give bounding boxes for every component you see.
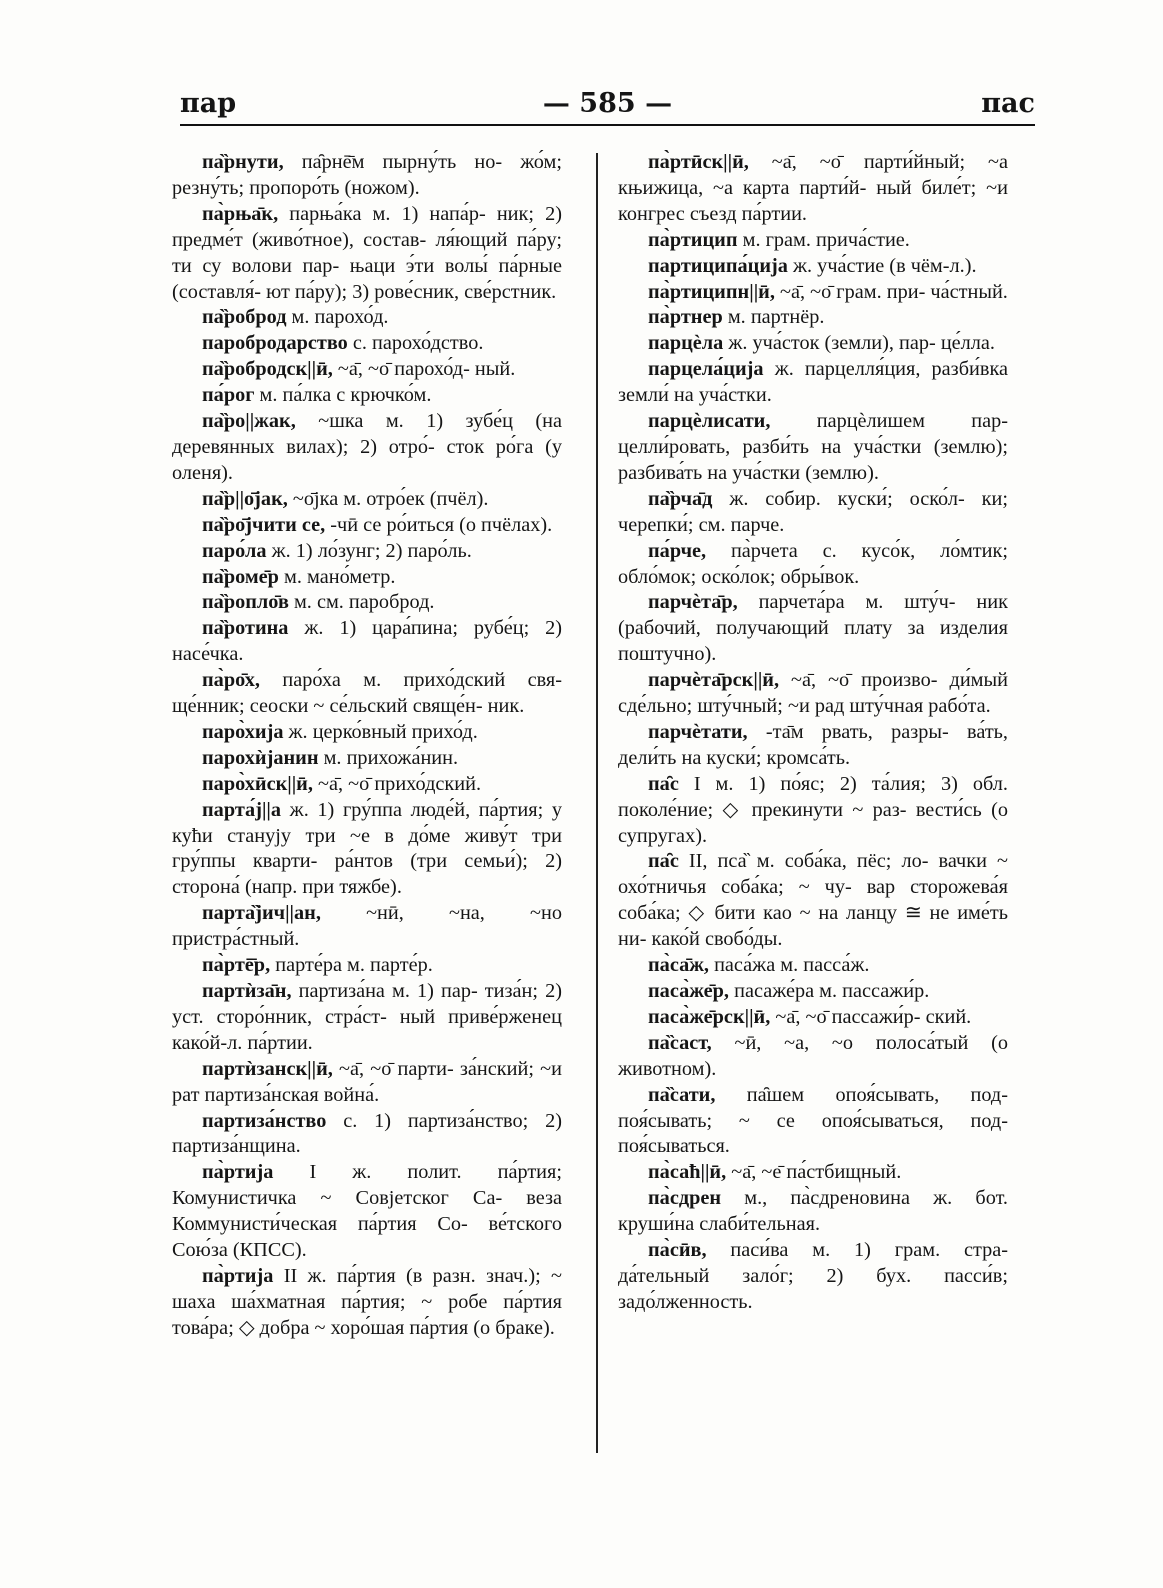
dictionary-entry	[618, 280, 1008, 306]
left-column	[172, 150, 562, 1342]
entry-definition: ~а̄, ~о̄ парти- за́нский; ~и рат партиза́нская война́.	[172, 1057, 562, 1106]
dictionary-entry	[618, 487, 1008, 539]
entry-headword: партѝза̄н,	[202, 980, 292, 1002]
dictionary-entry	[172, 1109, 562, 1161]
dictionary-entry	[618, 849, 1008, 953]
entry-headword: парцѐла	[648, 332, 724, 355]
entry-definition: партиза́на м. 1) пар- тиза́н; 2) уст. сторо́нник, стра́ст- ный приве́рженец како́й-л. па́ртии.	[172, 980, 562, 1054]
entry-definition: ж. собир. куски́; оско́л- ки; черепки́; см. парче.	[618, 487, 1008, 536]
dictionary-entry	[172, 668, 562, 720]
entry-headword: па́рче,	[648, 539, 707, 562]
entry-definition: м. грам. прича́стие.	[737, 228, 910, 251]
entry-definition: ~а̄, ~о̄ грам. при- ча́стный.	[774, 280, 1008, 303]
entry-definition: ж. 1) ло́зунг; 2) паро́ль.	[266, 539, 472, 562]
entry-headword: па̀ртија	[202, 1264, 274, 1287]
entry-definition: парња́ка м. 1) напа́р- ник; 2) предме́т (живо́тное), состав- ля́ющий па́ру; ти су волови пар- њаци э́ти волы́ па́рные (составля́- ют па́ру); 3) рове́сник, све́рстник.	[172, 202, 562, 303]
entry-definition: м. партнёр.	[722, 306, 825, 329]
entry-headword: па̏ропло̄в	[202, 591, 289, 614]
entry-headword: парчѐтати,	[648, 720, 748, 743]
entry-headword: па̏ро||жак,	[202, 410, 296, 433]
entry-definition: II ж. па́ртия (в разн. знач.); ~ шаха ша́хматная па́ртия; ~ робе па́ртия това́ра; ◇ добра ~ хоро́шая па́ртия (о браке).	[172, 1264, 562, 1339]
dictionary-entry	[618, 720, 1008, 772]
dictionary-entry	[172, 150, 562, 202]
dictionary-entry	[172, 539, 562, 565]
entry-headword: па́рог	[202, 384, 255, 407]
entry-definition: ~а̄, ~о̄ произво- ди́мый сде́льно; шту́чный; ~и рад шту́чная рабо́та.	[618, 669, 1008, 718]
entry-headword: парчѐта̄рск||ӣ,	[648, 669, 780, 692]
entry-headword: па̀сӣв,	[648, 1239, 707, 1262]
entry-headword: па̏ротина	[202, 617, 289, 640]
entry-definition: ~а̄, ~о̄ парохо́д- ный.	[332, 358, 516, 381]
entry-headword: па̏р||о̄јак,	[202, 487, 288, 510]
entry-definition: ~а̄, ~о̄ парти́йный; ~а књижица, ~а карта парти́й- ный биле́т; ~и конгрес съезд па́ртии.	[618, 151, 1008, 225]
dictionary-entry	[172, 305, 562, 331]
entry-headword: паса̀же̄рск||ӣ,	[648, 1005, 771, 1028]
dictionary-entry	[618, 305, 1008, 331]
entry-definition: ж. 1) цара́пина; рубе́ц; 2) насе́чка.	[172, 617, 562, 666]
entry-headword: па̀сдрен	[648, 1187, 722, 1210]
entry-headword: паса̀же̄р,	[648, 980, 730, 1002]
dictionary-entry	[172, 798, 562, 902]
entry-headword: па̏рча̄д	[648, 487, 713, 510]
entry-definition: па̀рчета с. кусо́к, ло́мтик; обло́мок; оско́лок; обры́вок.	[618, 539, 1008, 588]
entry-definition: пасаже́ра м. пассажи́р.	[729, 980, 930, 1002]
entry-definition: ~шка м. 1) зубе́ц (на деревянных вилах); 2) отро́- сток ро́га (у оленя).	[172, 410, 562, 484]
dictionary-entry	[172, 513, 562, 539]
entry-headword: паробродарство	[202, 332, 348, 355]
entry-definition: па̑рнē̄м пырну́ть но- жо́м; резну́ть; пропоро́ть (ножом).	[172, 151, 562, 199]
entry-definition: с. 1) партиза́нство; 2) партиза́нщина.	[172, 1109, 562, 1158]
entry-headword: парта̏јич||ан,	[202, 902, 321, 925]
entry-headword: па̀ро̄х,	[202, 669, 260, 692]
entry-headword: партѝзанск||ӣ,	[202, 1057, 333, 1080]
entry-headword: па̏сати,	[648, 1083, 716, 1106]
dictionary-entry	[618, 953, 1008, 979]
entry-definition: ~а̄, ~о̄ прихо́дский.	[312, 772, 482, 795]
entry-definition: ж. уча́стие (в чём-л.).	[787, 254, 977, 277]
entry-definition: ж. церко́вный прихо́д.	[283, 720, 478, 743]
entry-definition: ж. 1) гру́ппа люде́й, па́ртия; у кући станују три ~е в до́ме живу́т три гру́ппы кварти- ра́нтов (три семьи́); 2) сторона́ (напр. при тяжбе).	[172, 798, 562, 899]
dictionary-entry	[618, 1031, 1008, 1083]
dictionary-entry	[172, 565, 562, 591]
entry-definition: с. парохо́дство.	[347, 332, 484, 355]
entry-headword: паро́ла	[202, 539, 267, 562]
entry-definition: м. па́лка с крючко́м.	[254, 384, 432, 407]
entry-definition: I ж. полит. па́ртия; Комунистичка ~ Совјетског Са- веза Коммунисти́ческая па́ртия Со- ве́тского Сою́за (КПСС).	[172, 1161, 562, 1262]
entry-definition: м. прихожа́нин.	[318, 746, 459, 769]
entry-definition: паса́жа м. пасса́ж.	[709, 954, 870, 977]
entry-headword: па̀саћ||ӣ,	[648, 1161, 727, 1184]
entry-definition: ~нӣ, ~на, ~но пристра́стный.	[172, 902, 562, 951]
entry-headword: па̑с	[648, 850, 679, 873]
page-header	[180, 88, 1035, 122]
entry-definition: ж. парцелля́ция, разби́вка земли́ на уча́стки.	[618, 358, 1008, 407]
entry-headword: па̀ртицип	[648, 228, 738, 251]
dictionary-entry	[172, 590, 562, 616]
dictionary-entry	[172, 487, 562, 513]
dictionary-entry	[618, 409, 1008, 487]
entry-headword: парохѝјанин	[202, 746, 319, 769]
entry-definition: парцѐлишем пар- целли́ровать, разби́ть на уча́стки (землю); разбива́ть на уча́стки (землю).	[618, 410, 1008, 484]
entry-headword: паро̀хӣск||ӣ,	[202, 772, 313, 795]
dictionary-entry	[618, 150, 1008, 228]
dictionary-entry	[172, 720, 562, 746]
dictionary-entry	[172, 357, 562, 383]
dictionary-entry	[618, 1005, 1008, 1031]
dictionary-entry	[172, 616, 562, 668]
dictionary-entry	[172, 409, 562, 487]
dictionary-entry	[618, 331, 1008, 357]
entry-headword: па̀ртē̄р,	[202, 954, 271, 977]
entry-headword: партиципа́ција	[648, 254, 788, 277]
header-rule	[180, 124, 1035, 126]
entry-definition: парте́ра м. парте́р.	[270, 954, 433, 977]
dictionary-entry	[618, 228, 1008, 254]
entry-headword: па̀ртиципн||ӣ,	[648, 280, 775, 303]
entry-headword: па̀ртӣск||ӣ,	[648, 151, 749, 173]
dictionary-entry	[172, 1160, 562, 1264]
dictionary-entry	[618, 979, 1008, 1005]
header-left-guide-word: пар	[180, 88, 237, 119]
dictionary-entry	[172, 901, 562, 953]
dictionary-entry	[618, 1083, 1008, 1161]
dictionary-entry	[172, 979, 562, 1057]
entry-definition: м. парохо́д.	[286, 306, 389, 329]
dictionary-entry	[618, 357, 1008, 409]
entry-definition: парчета́ра м. шту́ч- ник (рабочий, получающий плату за изделия поштучно).	[618, 591, 1008, 666]
dictionary-entry	[618, 590, 1008, 668]
dictionary-entry	[172, 1057, 562, 1109]
entry-headword: парчѐта̄р,	[648, 591, 738, 614]
entry-headword: партиза́нство	[202, 1109, 327, 1132]
dictionary-entry	[172, 1264, 562, 1342]
entry-headword: парта́ј||а	[202, 798, 282, 821]
dictionary-entry	[618, 1186, 1008, 1238]
dictionary-entry	[618, 254, 1008, 280]
page-number: — 585 —	[542, 88, 673, 119]
dictionary-entry	[172, 953, 562, 979]
entry-definition: -чӣ се ро́иться (о пчёлах).	[325, 513, 553, 536]
entry-definition: паси́ва м. 1) грам. стра- да́тельный зало́г; 2) бух. пасси́в; задо́лженность.	[618, 1239, 1008, 1313]
entry-headword: па̏роброд	[202, 306, 287, 329]
dictionary-entry	[172, 383, 562, 409]
entry-definition: ~ӣ, ~а, ~о полоса́тый (о животном).	[618, 1031, 1008, 1080]
header-right-guide-word: пас	[981, 88, 1035, 119]
entry-definition: м., па̀сдреновина ж. бот. круши́на слаби́тельная.	[618, 1187, 1008, 1236]
column-divider	[596, 153, 598, 1453]
entry-definition: па̑шем опоя́сывать, под- поя́сывать; ~ се опоя́сываться, под- поя́сываться.	[618, 1083, 1008, 1158]
dictionary-entry	[618, 772, 1008, 850]
dictionary-entry	[172, 746, 562, 772]
entry-headword: па̏робродск||ӣ,	[202, 358, 333, 381]
entry-headword: па̏роме̄р	[202, 565, 279, 588]
dictionary-entry	[172, 202, 562, 306]
right-column	[618, 150, 1008, 1316]
entry-definition: ~а̄, ~о̄ пассажи́р- ский.	[770, 1005, 972, 1028]
entry-definition: ~а̄, ~е̄ па́стбищный.	[726, 1161, 902, 1184]
entry-headword: па̏ро̄јчити се,	[202, 513, 326, 536]
entry-definition: м. см. пароброд.	[288, 591, 435, 614]
entry-headword: парцела́ција	[648, 358, 764, 381]
dictionary-entry	[172, 772, 562, 798]
entry-headword: па̀ртија	[202, 1161, 274, 1184]
dictionary-entry	[618, 1160, 1008, 1186]
entry-definition: м. мано́метр.	[278, 565, 396, 588]
entry-headword: па̏саст,	[648, 1031, 712, 1054]
dictionary-entry	[618, 668, 1008, 720]
dictionary-entry	[618, 1238, 1008, 1316]
entry-definition: ~о̄јка м. отро́ек (пчёл).	[287, 487, 489, 510]
dictionary-entry	[618, 539, 1008, 591]
entry-headword: парцѐлисати,	[648, 410, 771, 433]
entry-headword: па̏рнути,	[202, 151, 284, 173]
dictionary-entry	[172, 331, 562, 357]
entry-headword: паро̀хија	[202, 720, 284, 743]
entry-definition: ж. уча́сток (земли), пар- це́лла.	[723, 332, 995, 355]
entry-definition: II, пса̏ м. соба́ка, пёс; ло- вачки ~ охо́тничья соба́ка; ~ чу- вар сторожева́я соба́ка; ◇ бити као ~ на ланцу ≅ не име́ть ни- како́й свобо́ды.	[618, 850, 1008, 951]
entry-headword: па̑с	[648, 772, 679, 795]
entry-headword: па̀са̄ж,	[648, 954, 709, 977]
entry-headword: па̀ртнер	[648, 306, 723, 329]
entry-definition: I м. 1) по́яс; 2) та́лия; 3) обл. поколе́ние; ◇ прекинути ~ раз- вести́сь (о супругах).	[618, 772, 1008, 847]
entry-headword: па̀рња̄к,	[202, 202, 279, 225]
entry-definition: -та̄м рвать, разры- ва́ть, дели́ть на куски́; кромса́ть.	[618, 720, 1008, 769]
entry-definition: паро́ха м. прихо́дский свя- ще́нник; сеоски ~ се́льский свяще́н- ник.	[172, 669, 562, 718]
